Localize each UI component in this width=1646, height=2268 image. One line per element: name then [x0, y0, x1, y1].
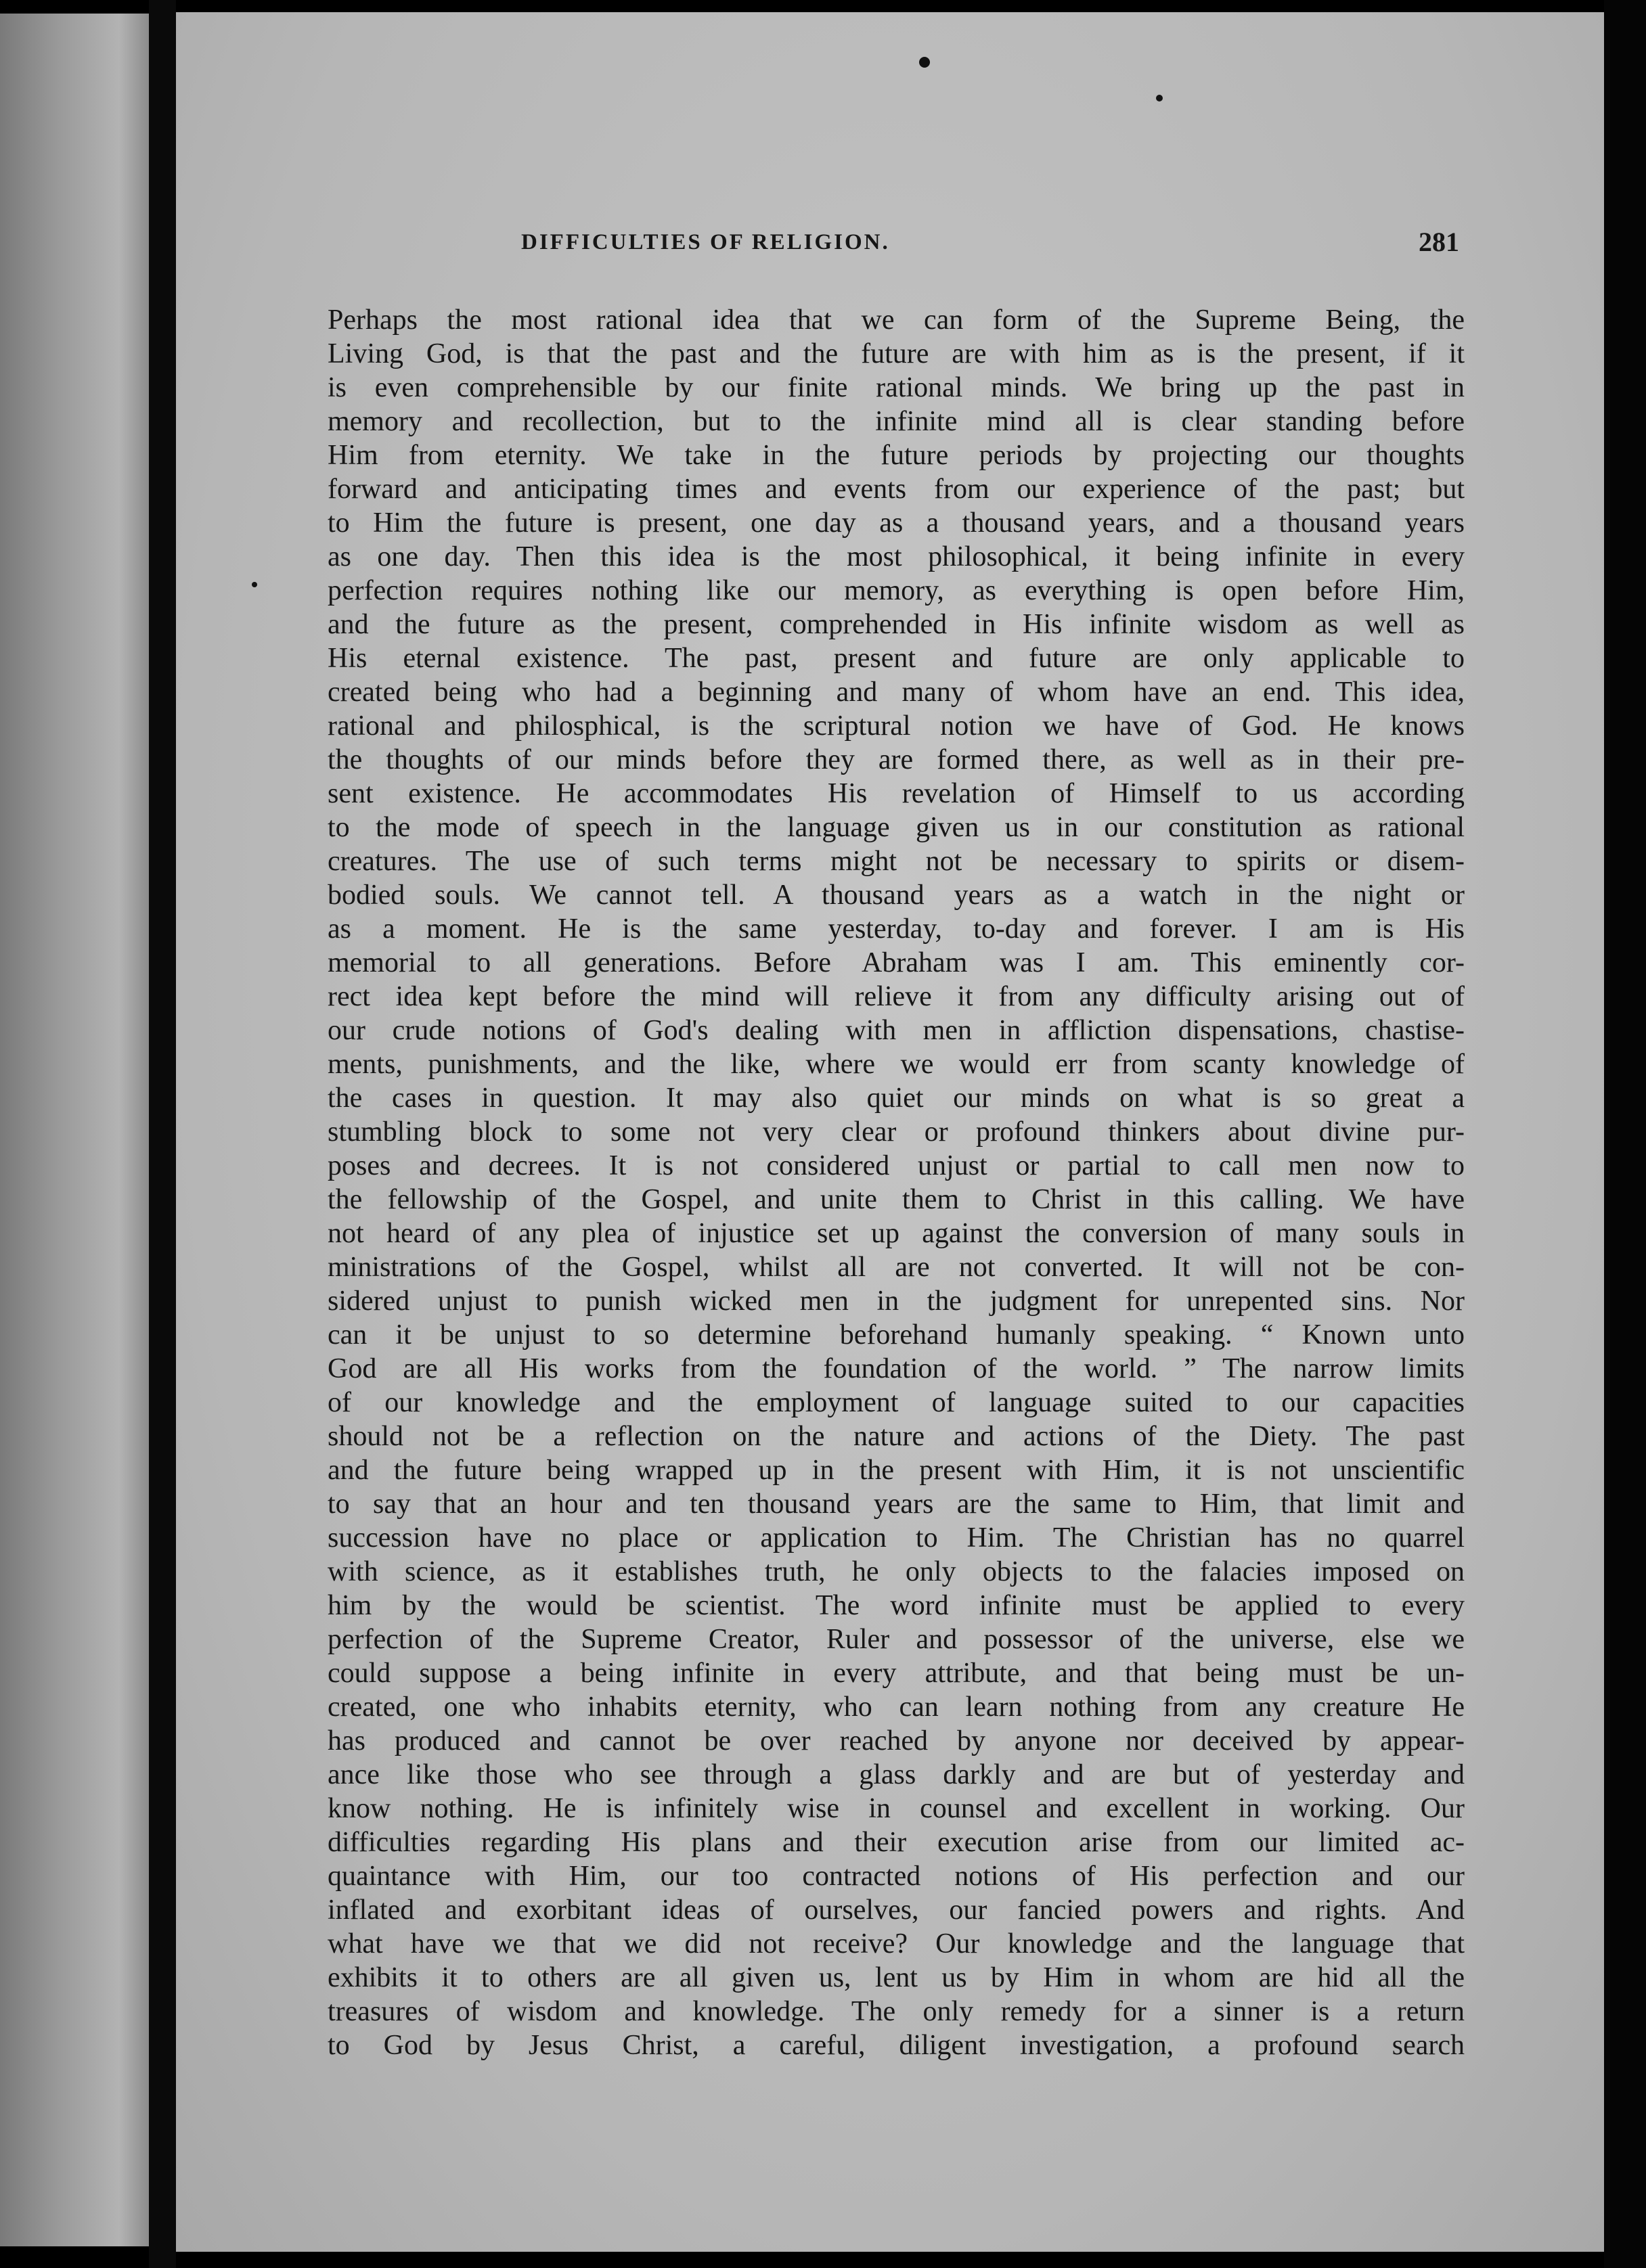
text-line: difficulties regarding His plans and their execution arise from our limited ac-	[328, 1827, 1465, 1858]
text-line: ministrations of the Gospel, whilst all are not converted. It will not be con-	[328, 1252, 1465, 1283]
text-line: perfection of the Supreme Creator, Ruler and possessor of the universe, else we	[328, 1624, 1465, 1655]
text-line: quaintance with Him, our too contracted notions of His perfection and our	[328, 1861, 1465, 1892]
text-line: created, one who inhabits eternity, who can learn nothing from any creature He	[328, 1692, 1465, 1723]
text-line: ments, punishments, and the like, where we would err from scanty knowledge of	[328, 1049, 1465, 1080]
text-line: God are all His works from the foundation of the world. ” The narrow limits	[328, 1353, 1465, 1384]
text-line: to Him the future is present, one day as a thousand years, and a thousand years	[328, 507, 1465, 539]
text-line: of our knowledge and the employment of language suited to our capacities	[328, 1387, 1465, 1418]
text-line: inflated and exorbitant ideas of ourselves, our fancied powers and rights. And	[328, 1895, 1465, 1926]
right-page-edge	[1604, 0, 1646, 2268]
text-line: His eternal existence. The past, present and future are only applicable to	[328, 643, 1465, 674]
text-line: know nothing. He is infinitely wise in counsel and excellent in working. Our	[328, 1793, 1465, 1824]
book-gutter	[149, 0, 176, 2268]
text-line: Living God, is that the past and the future are with him as is the present, if it	[328, 338, 1465, 369]
text-line: memory and recollection, but to the infinite mind all is clear standing before	[328, 406, 1465, 437]
text-line: to the mode of speech in the language given us in our constitution as rational	[328, 812, 1465, 843]
text-line: should not be a reflection on the nature and actions of the Diety. The past	[328, 1421, 1465, 1452]
text-line: the cases in question. It may also quiet our minds on what is so great a	[328, 1083, 1465, 1114]
running-head: DIFFICULTIES OF RELIGION.	[521, 230, 890, 254]
ink-speck	[1156, 95, 1163, 101]
text-line: the thoughts of our minds before they are formed there, as well as in their pre-	[328, 744, 1465, 775]
ink-speck	[252, 582, 257, 587]
text-line: as a moment. He is the same yesterday, to-day and forever. I am is His	[328, 913, 1465, 945]
text-line: sidered unjust to punish wicked men in the judgment for unrepented sins. Nor	[328, 1286, 1465, 1317]
text-line: what have we that we did not receive? Our knowledge and the language that	[328, 1928, 1465, 1959]
text-line: could suppose a being infinite in every attribute, and that being must be un-	[328, 1658, 1465, 1689]
text-line: is even comprehensible by our finite rational minds. We bring up the past in	[328, 372, 1465, 403]
text-line: with science, as it establishes truth, he only objects to the falacies imposed on	[328, 1556, 1465, 1587]
text-line: our crude notions of God's dealing with men in affliction dispensations, chastise-	[328, 1015, 1465, 1046]
text-line: to say that an hour and ten thousand years are the same to Him, that limit and	[328, 1489, 1465, 1520]
text-line: as one day. Then this idea is the most philosophical, it being infinite in every	[328, 541, 1465, 572]
text-line: sent existence. He accommodates His revelation of Himself to us according	[328, 778, 1465, 809]
text-line: exhibits it to others are all given us, lent us by Him in whom are hid all the	[328, 1962, 1465, 1993]
text-line: and the future as the present, comprehended in His infinite wisdom as well as	[328, 609, 1465, 640]
text-line: treasures of wisdom and knowledge. The only remedy for a sinner is a return	[328, 1996, 1465, 2027]
text-line: ance like those who see through a glass darkly and are but of yesterday and	[328, 1759, 1465, 1790]
text-line: to God by Jesus Christ, a careful, diligent investigation, a profound search	[328, 2030, 1465, 2061]
text-line: has produced and cannot be over reached by anyone nor deceived by appear-	[328, 1725, 1465, 1756]
text-line: rational and philosphical, is the scriptural notion we have of God. He knows	[328, 710, 1465, 742]
body-text	[328, 303, 1465, 2062]
text-line: succession have no place or application to Him. The Christian has no quarrel	[328, 1522, 1465, 1553]
page-number: 281	[1419, 227, 1459, 257]
text-line: and the future being wrapped up in the present with Him, it is not unscientific	[328, 1455, 1465, 1486]
text-line: perfection requires nothing like our memory, as everything is open before Him,	[328, 575, 1465, 606]
text-line: Him from eternity. We take in the future periods by projecting our thoughts	[328, 440, 1465, 471]
text-line: him by the would be scientist. The word infinite must be applied to every	[328, 1590, 1465, 1621]
text-line: the fellowship of the Gospel, and unite them to Christ in this calling. We have	[328, 1184, 1465, 1215]
text-line: forward and anticipating times and events from our experience of the past; but	[328, 474, 1465, 505]
text-line: created being who had a beginning and many of whom have an end. This idea,	[328, 677, 1465, 708]
text-line: not heard of any plea of injustice set up against the conversion of many souls in	[328, 1218, 1465, 1249]
text-line: poses and decrees. It is not considered unjust or partial to call men now to	[328, 1150, 1465, 1181]
text-line: memorial to all generations. Before Abraham was I am. This eminently cor-	[328, 947, 1465, 978]
text-line: creatures. The use of such terms might not be necessary to spirits or disem-	[328, 846, 1465, 877]
text-line: Perhaps the most rational idea that we can form of the Supreme Being, the	[328, 304, 1465, 336]
text-line: can it be unjust to so determine beforehand humanly speaking. “ Known unto	[328, 1319, 1465, 1351]
left-page-edge	[0, 14, 149, 2246]
text-line: stumbling block to some not very clear or profound thinkers about divine pur-	[328, 1116, 1465, 1148]
ink-speck	[919, 57, 930, 68]
text-line: bodied souls. We cannot tell. A thousand years as a watch in the night or	[328, 880, 1465, 911]
text-line: rect idea kept before the mind will relieve it from any difficulty arising out of	[328, 981, 1465, 1012]
